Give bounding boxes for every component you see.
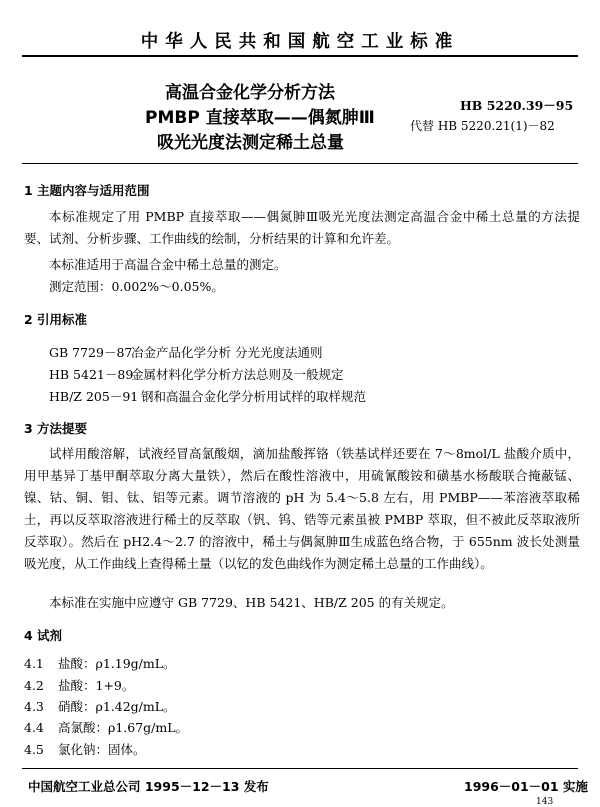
reagent-text: 高氯酸：ρ1.67g/mL。 <box>58 720 189 735</box>
section-4-heading: 4 试剂 <box>24 628 63 643</box>
title-rule <box>22 163 578 164</box>
reagent-item <box>24 697 176 715</box>
reference-item <box>49 365 344 383</box>
reagent-item <box>24 718 188 736</box>
reference-code: HB 5421－89 <box>49 367 134 382</box>
reagent-text: 盐酸：ρ1.19g/mL。 <box>58 656 176 671</box>
section-3-paragraph-1: 试样用酸溶解，试液经冒高氯酸烟，滴加盐酸挥铬（铁基试样还要在 7～8mol/L 盐酸介质中，用甲基异丁基甲酮萃取分离大量铁），然后在酸性溶液中，用硫氰酸铵和磺基水杨酸联合掩蔽锰、镍、钴、铜、钼、钛、铝等元素。调节溶液的 pH 为 5.4～5.8 左右，用 PMBP——苯溶液萃取稀土，再以反萃取溶液进行稀土的反萃取（钒、钨、锆等元素虽被 PMBP 萃取，但不被此反萃取液所反萃取）。然后在 pH2.4～2.7 的溶液中，稀土与偶氮胂Ⅲ生成蓝色络合物，于 655nm 波长处测量吸光度，从工作曲线上查得稀土量（以钇的发色曲线作为测定稀土总量的工作曲线）。 <box>24 446 580 571</box>
reagent-text: 氯化钠：固体。 <box>58 742 146 757</box>
reagent-text: 硝酸：ρ1.42g/mL。 <box>58 699 176 714</box>
issued-date: 中国航空工业总公司 1995－12－13 发布 <box>28 779 269 794</box>
footer-rule <box>22 768 578 769</box>
standard-code: HB 5220.39－95 <box>460 98 574 113</box>
reagent-number: 4.1 <box>24 656 44 671</box>
section-1-paragraph-2: 本标准适用于高温合金中稀土总量的测定。 <box>49 257 287 272</box>
page-number: 143 <box>536 797 554 807</box>
header-rule <box>22 55 578 57</box>
reagent-item <box>24 740 146 758</box>
section-3-heading: 3 方法提要 <box>24 421 88 436</box>
reagent-text: 盐酸：1+9。 <box>58 678 135 693</box>
reference-title: 金属材料化学分析方法总则及一般规定 <box>131 367 344 382</box>
reference-item <box>49 387 366 405</box>
section-1-heading: 1 主题内容与适用范围 <box>24 183 150 198</box>
reference-item <box>49 343 322 361</box>
standard-replaces: 代替 HB 5220.21(1)－82 <box>410 119 555 133</box>
reference-code: HB/Z 205－91 <box>49 389 139 404</box>
section-3-paragraph-2: 本标准在实施中应遵守 GB 7729、HB 5421、HB/Z 205 的有关规定。 <box>49 595 454 610</box>
reference-code: GB 7729－87 <box>49 345 133 360</box>
effective-date: 1996－01－01 实施 <box>464 779 588 794</box>
reference-title: 冶金产品化学分析 分光光度法通则 <box>131 345 323 360</box>
reagent-number: 4.2 <box>24 678 44 693</box>
standard-category-title: 中华人民共和国航空工业标准 <box>140 32 460 52</box>
reference-title: 钢和高温合金化学分析用试样的取样规范 <box>141 389 367 404</box>
standard-title-line2: PMBP 直接萃取——偶氮胂Ⅲ <box>145 108 375 128</box>
standard-title-line3: 吸光光度法测定稀土总量 <box>157 133 344 153</box>
section-2-heading: 2 引用标准 <box>24 312 88 327</box>
reagent-item <box>24 654 176 672</box>
section-1-paragraph-1: 本标准规定了用 PMBP 直接萃取——偶氮胂Ⅲ吸光光度法测定高温合金中稀土总量的方法提要、试剂、分析步骤、工作曲线的绘制，分析结果的计算和允许差。 <box>24 209 580 246</box>
reagent-number: 4.4 <box>24 720 44 735</box>
section-1-paragraph-3: 测定范围：0.002%～0.05%。 <box>49 279 224 294</box>
standard-title-line1: 高温合金化学分析方法 <box>165 83 335 103</box>
reagent-number: 4.5 <box>24 742 44 757</box>
reagent-number: 4.3 <box>24 699 44 714</box>
reagent-item <box>24 676 134 694</box>
